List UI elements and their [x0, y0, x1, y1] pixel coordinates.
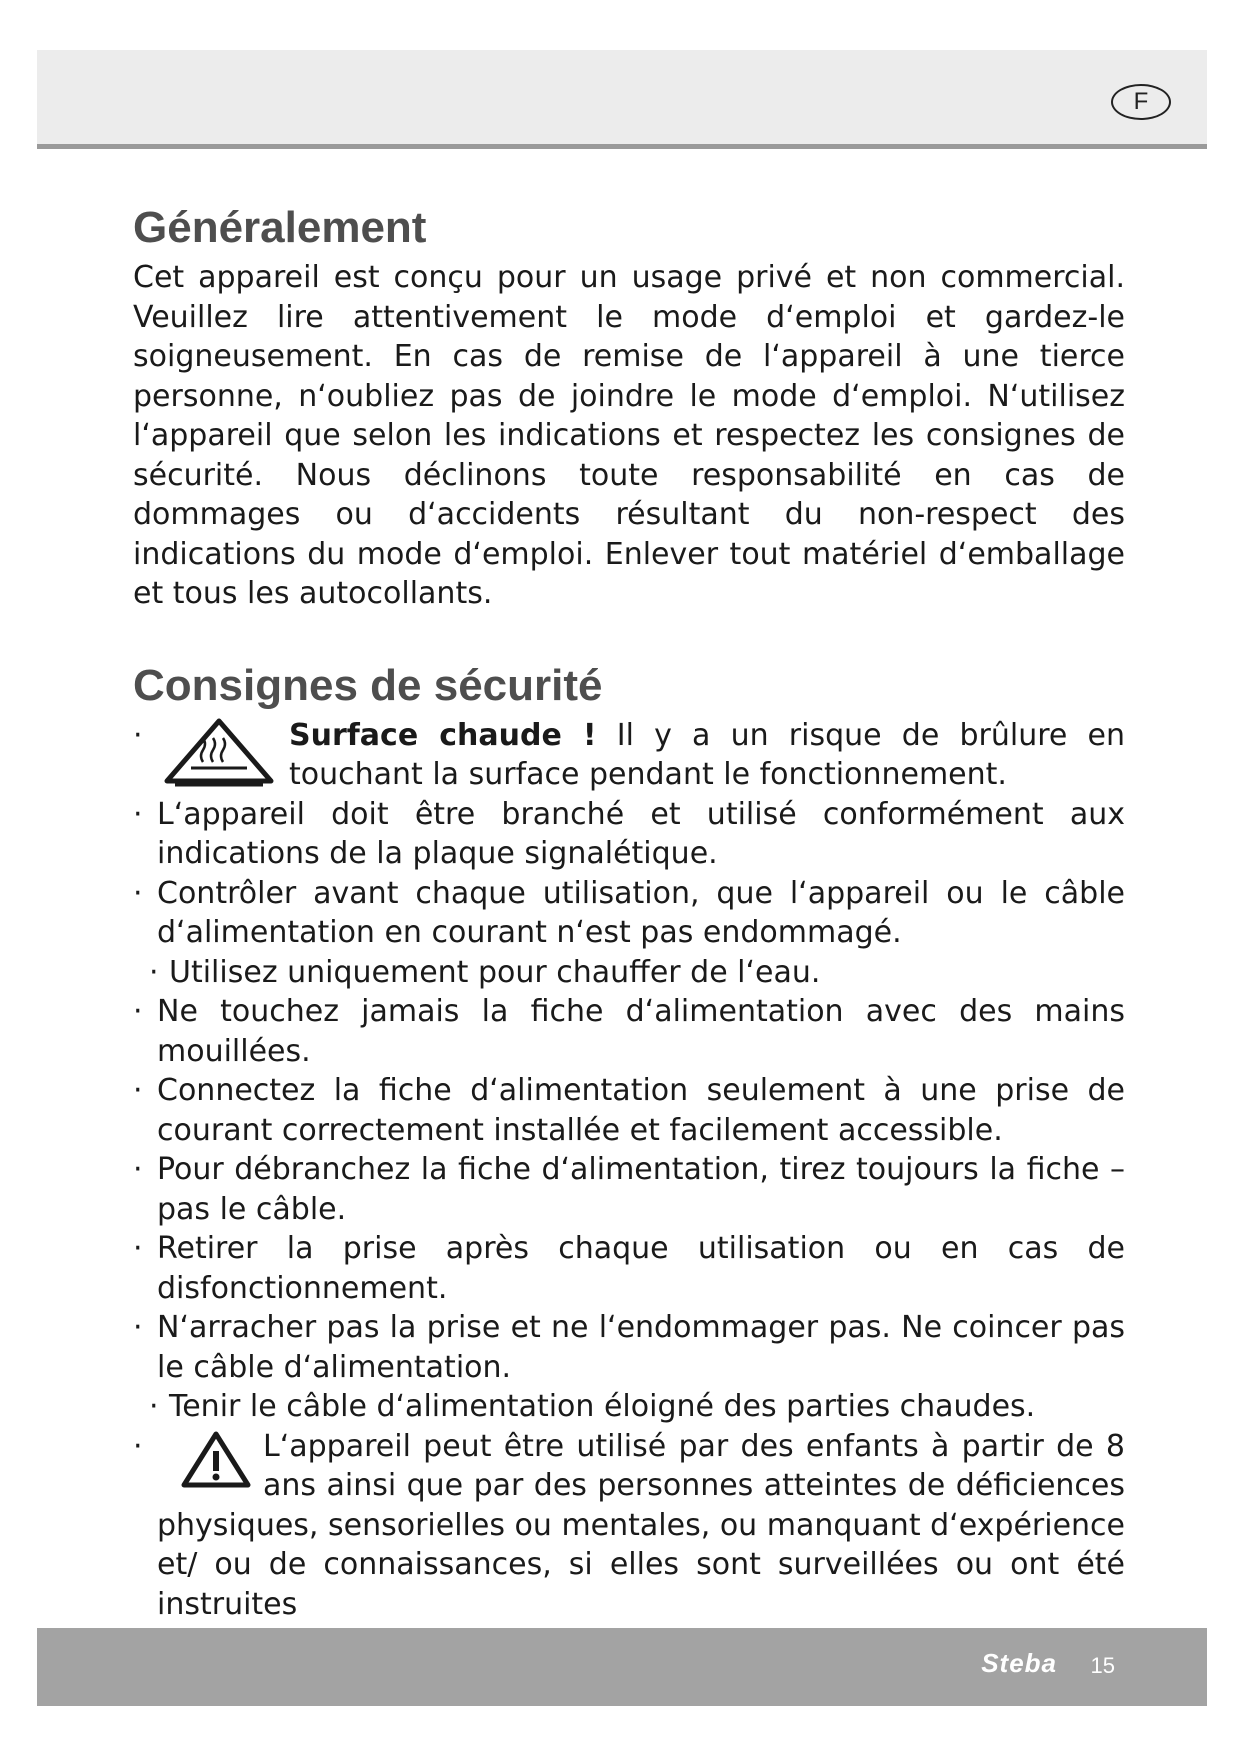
hot-surface-warning-icon	[161, 718, 277, 788]
safety-list	[133, 716, 1125, 1625]
section-title-safety: Consignes de sécurité	[133, 660, 603, 710]
page-footer	[37, 1628, 1207, 1706]
page-number: 15	[1090, 1653, 1115, 1678]
safety-item: · Retirer la prise après chaque utilisation ou en cas de disfonctionnement.	[133, 1231, 1125, 1306]
safety-item: · Connectez la fiche d‘alimentation seulement à une prise de courant correctement installée et facilement accessible.	[133, 1073, 1125, 1148]
safety-item: · N‘arracher pas la prise et ne l‘endommager pas. Ne coincer pas le câble d‘alimentation.	[133, 1310, 1125, 1385]
safety-item: · Tenir le câble d‘alimentation éloigné des parties chaudes.	[149, 1389, 1036, 1424]
language-badge: F	[1111, 84, 1171, 120]
safety-item: · L‘appareil doit être branché et utilisé conformément aux indications de la plaque signalétique.	[133, 796, 1125, 871]
safety-item: · Pour débranchez la fiche d‘alimentation, tirez toujours la fiche – pas le câble.	[133, 1152, 1125, 1227]
page-content	[133, 198, 1125, 1624]
safety-item: · Contrôler avant chaque utilisation, que l‘appareil ou le câble d‘alimentation en courant n‘est pas endommagé.	[133, 875, 1125, 950]
hot-surface-label: Surface chaude !	[289, 717, 597, 753]
brand-logo: Steba	[981, 1648, 1057, 1678]
safety-item-children: · L‘appareil peut être utilisé par des enfants à partir de 8 ans ainsi que par des personnes atteintes de déficiences physiques, sensorielles ou mentales, ou manquant d‘expérience et/ ou de connaissances, si elles sont surveillées ou ont été instruites	[133, 1428, 1125, 1622]
safety-item: · Utilisez uniquement pour chauffer de l‘eau.	[149, 954, 821, 990]
safety-item: · Ne touchez jamais la fiche d‘alimentation avec des mains mouillées.	[133, 994, 1125, 1069]
page-header	[37, 50, 1207, 149]
general-paragraph: Cet appareil est conçu pour un usage privé et non commercial. Veuillez lire attentivement le mode d‘emploi et gardez-le soigneusement. En cas de remise de l‘appareil à une tierce personne, n‘oubliez pas de joindre le mode d‘emploi. N‘utilisez l‘appareil que selon les indications et respectez les consignes de sécurité. Nous déclinons toute responsabilité en cas de dommages ou d‘accidents résultant du non-respect des indications du mode d‘emploi. Enlever tout matériel d‘emballage et tous les autocollants.	[133, 260, 1125, 611]
section-title-general: Généralement	[133, 203, 427, 252]
safety-item-hot-surface: · Surface chaude ! Il y a un risque de brûlure en touchant la surface pendant le fonctionnement.	[133, 717, 1125, 792]
general-warning-icon	[181, 1431, 251, 1489]
